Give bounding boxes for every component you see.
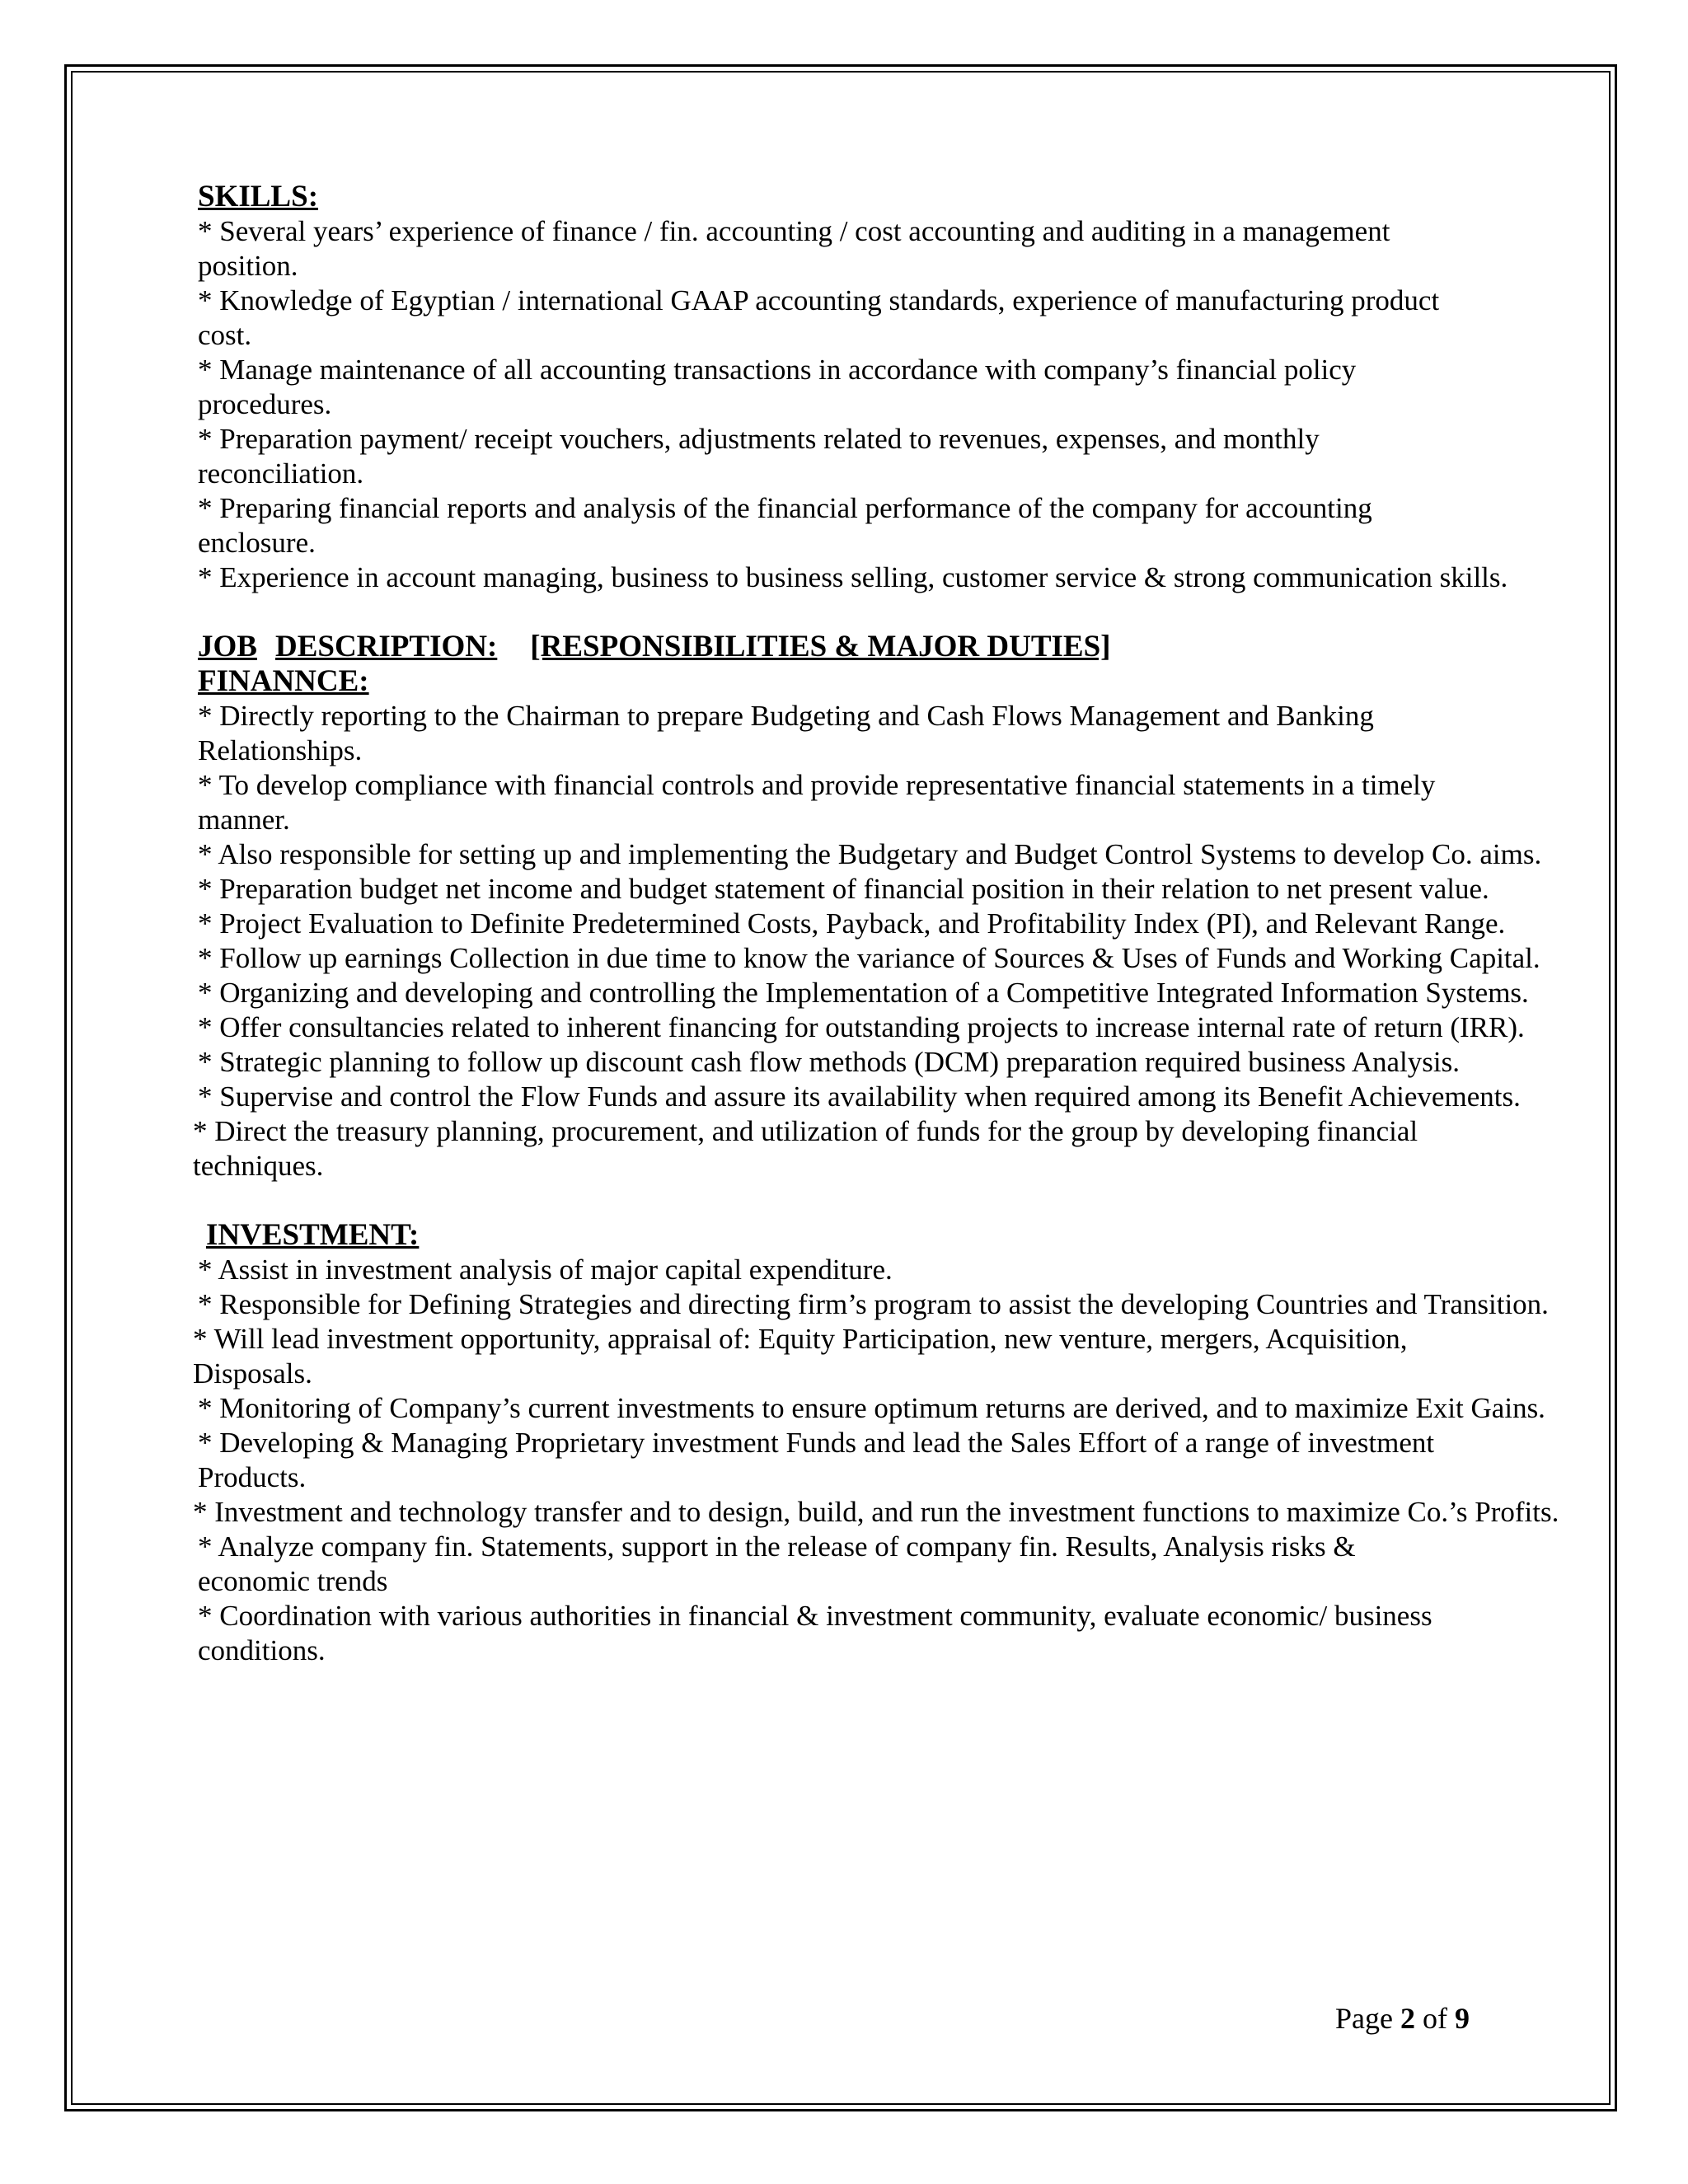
finance-item-1: * Directly reporting to the Chairman to prepare Budgeting and Cash Flows Management and Banking Relationships. xyxy=(198,700,1374,766)
finance-item-10: * Supervise and control the Flow Funds and assure its availability when required among its Benefit Achievements. xyxy=(198,1080,1521,1113)
skills-item-1: * Several years’ experience of finance / fin. accounting / cost accounting and auditing in a management position. xyxy=(198,215,1390,282)
investment-item-1: * Assist in investment analysis of major capital expenditure. xyxy=(198,1254,893,1286)
finance-list xyxy=(193,699,1599,1183)
finance-heading: FINANNCE: xyxy=(198,664,369,698)
finance-item-11: * Direct the treasury planning, procurement, and utilization of funds for the group by developing financial techniques. xyxy=(193,1115,1418,1182)
finance-item-2: * To develop compliance with financial controls and provide representative financial statements in a timely manner. xyxy=(198,769,1436,836)
page-current: 2 xyxy=(1400,2002,1415,2035)
skills-heading: SKILLS: xyxy=(198,180,319,213)
page-label: Page xyxy=(1335,2002,1393,2035)
finance-item-6: * Follow up earnings Collection in due time to know the variance of Sources & Uses of Funds and Working Capital. xyxy=(198,942,1540,974)
job-heading-part-3: [RESPONSIBILITIES & MAJOR DUTIES] xyxy=(530,630,1111,663)
finance-item-7: * Organizing and developing and controlling the Implementation of a Competitive Integrated Information Systems. xyxy=(198,977,1529,1009)
job-heading-part-1: JOB xyxy=(198,630,257,663)
page-number xyxy=(1335,2001,1470,2036)
investment-item-8: * Coordination with various authorities in financial & investment community, evaluate economic/ business conditions. xyxy=(198,1600,1432,1666)
skills-list xyxy=(198,214,1599,595)
skills-item-5: * Preparing financial reports and analysis of the financial performance of the company for accounting enclosure. xyxy=(198,492,1372,559)
finance-item-4: * Preparation budget net income and budget statement of financial position in their relation to net present value. xyxy=(198,873,1489,905)
investment-list xyxy=(193,1253,1599,1668)
job-description-heading xyxy=(198,630,1599,664)
investment-item-5: * Developing & Managing Proprietary investment Funds and lead the Sales Effort of a range of investment Products. xyxy=(198,1427,1435,1493)
investment-item-6: * Investment and technology transfer and to design, build, and run the investment functions to maximize Co.’s Profits. xyxy=(193,1496,1559,1528)
page-total: 9 xyxy=(1454,2002,1470,2035)
finance-item-8: * Offer consultancies related to inherent financing for outstanding projects to increase internal rate of return (IRR). xyxy=(198,1011,1525,1043)
skills-item-2: * Knowledge of Egyptian / international GAAP accounting standards, experience of manufacturing product cost. xyxy=(198,284,1440,351)
skills-item-6: * Experience in account managing, business to business selling, customer service & strong communication skills. xyxy=(198,561,1508,593)
document-body xyxy=(193,180,1599,1668)
finance-item-9: * Strategic planning to follow up discount cash flow methods (DCM) preparation required business Analysis. xyxy=(198,1046,1460,1078)
finance-item-3: * Also responsible for setting up and implementing the Budgetary and Budget Control Systems to develop Co. aims. xyxy=(198,838,1542,870)
investment-item-7: * Analyze company fin. Statements, support in the release of company fin. Results, Analysis risks & economic trends xyxy=(198,1530,1356,1597)
investment-item-3: * Will lead investment opportunity, appraisal of: Equity Participation, new venture, mergers, Acquisition, Disposals. xyxy=(193,1323,1408,1390)
finance-item-5: * Project Evaluation to Definite Predetermined Costs, Payback, and Profitability Index (PI), and Relevant Range. xyxy=(198,907,1506,940)
of-label: of xyxy=(1422,2002,1447,2035)
investment-item-4: * Monitoring of Company’s current investments to ensure optimum returns are derived, and to maximize Exit Gains. xyxy=(198,1392,1545,1424)
job-heading-part-2: DESCRIPTION: xyxy=(274,630,498,663)
skills-item-4: * Preparation payment/ receipt vouchers, adjustments related to revenues, expenses, and monthly reconciliation. xyxy=(198,423,1320,490)
investment-heading: INVESTMENT: xyxy=(206,1218,420,1252)
skills-item-3: * Manage maintenance of all accounting transactions in accordance with company’s financial policy procedures. xyxy=(198,354,1357,420)
investment-item-2: * Responsible for Defining Strategies and directing firm’s program to assist the developing Countries and Transition. xyxy=(198,1288,1549,1320)
